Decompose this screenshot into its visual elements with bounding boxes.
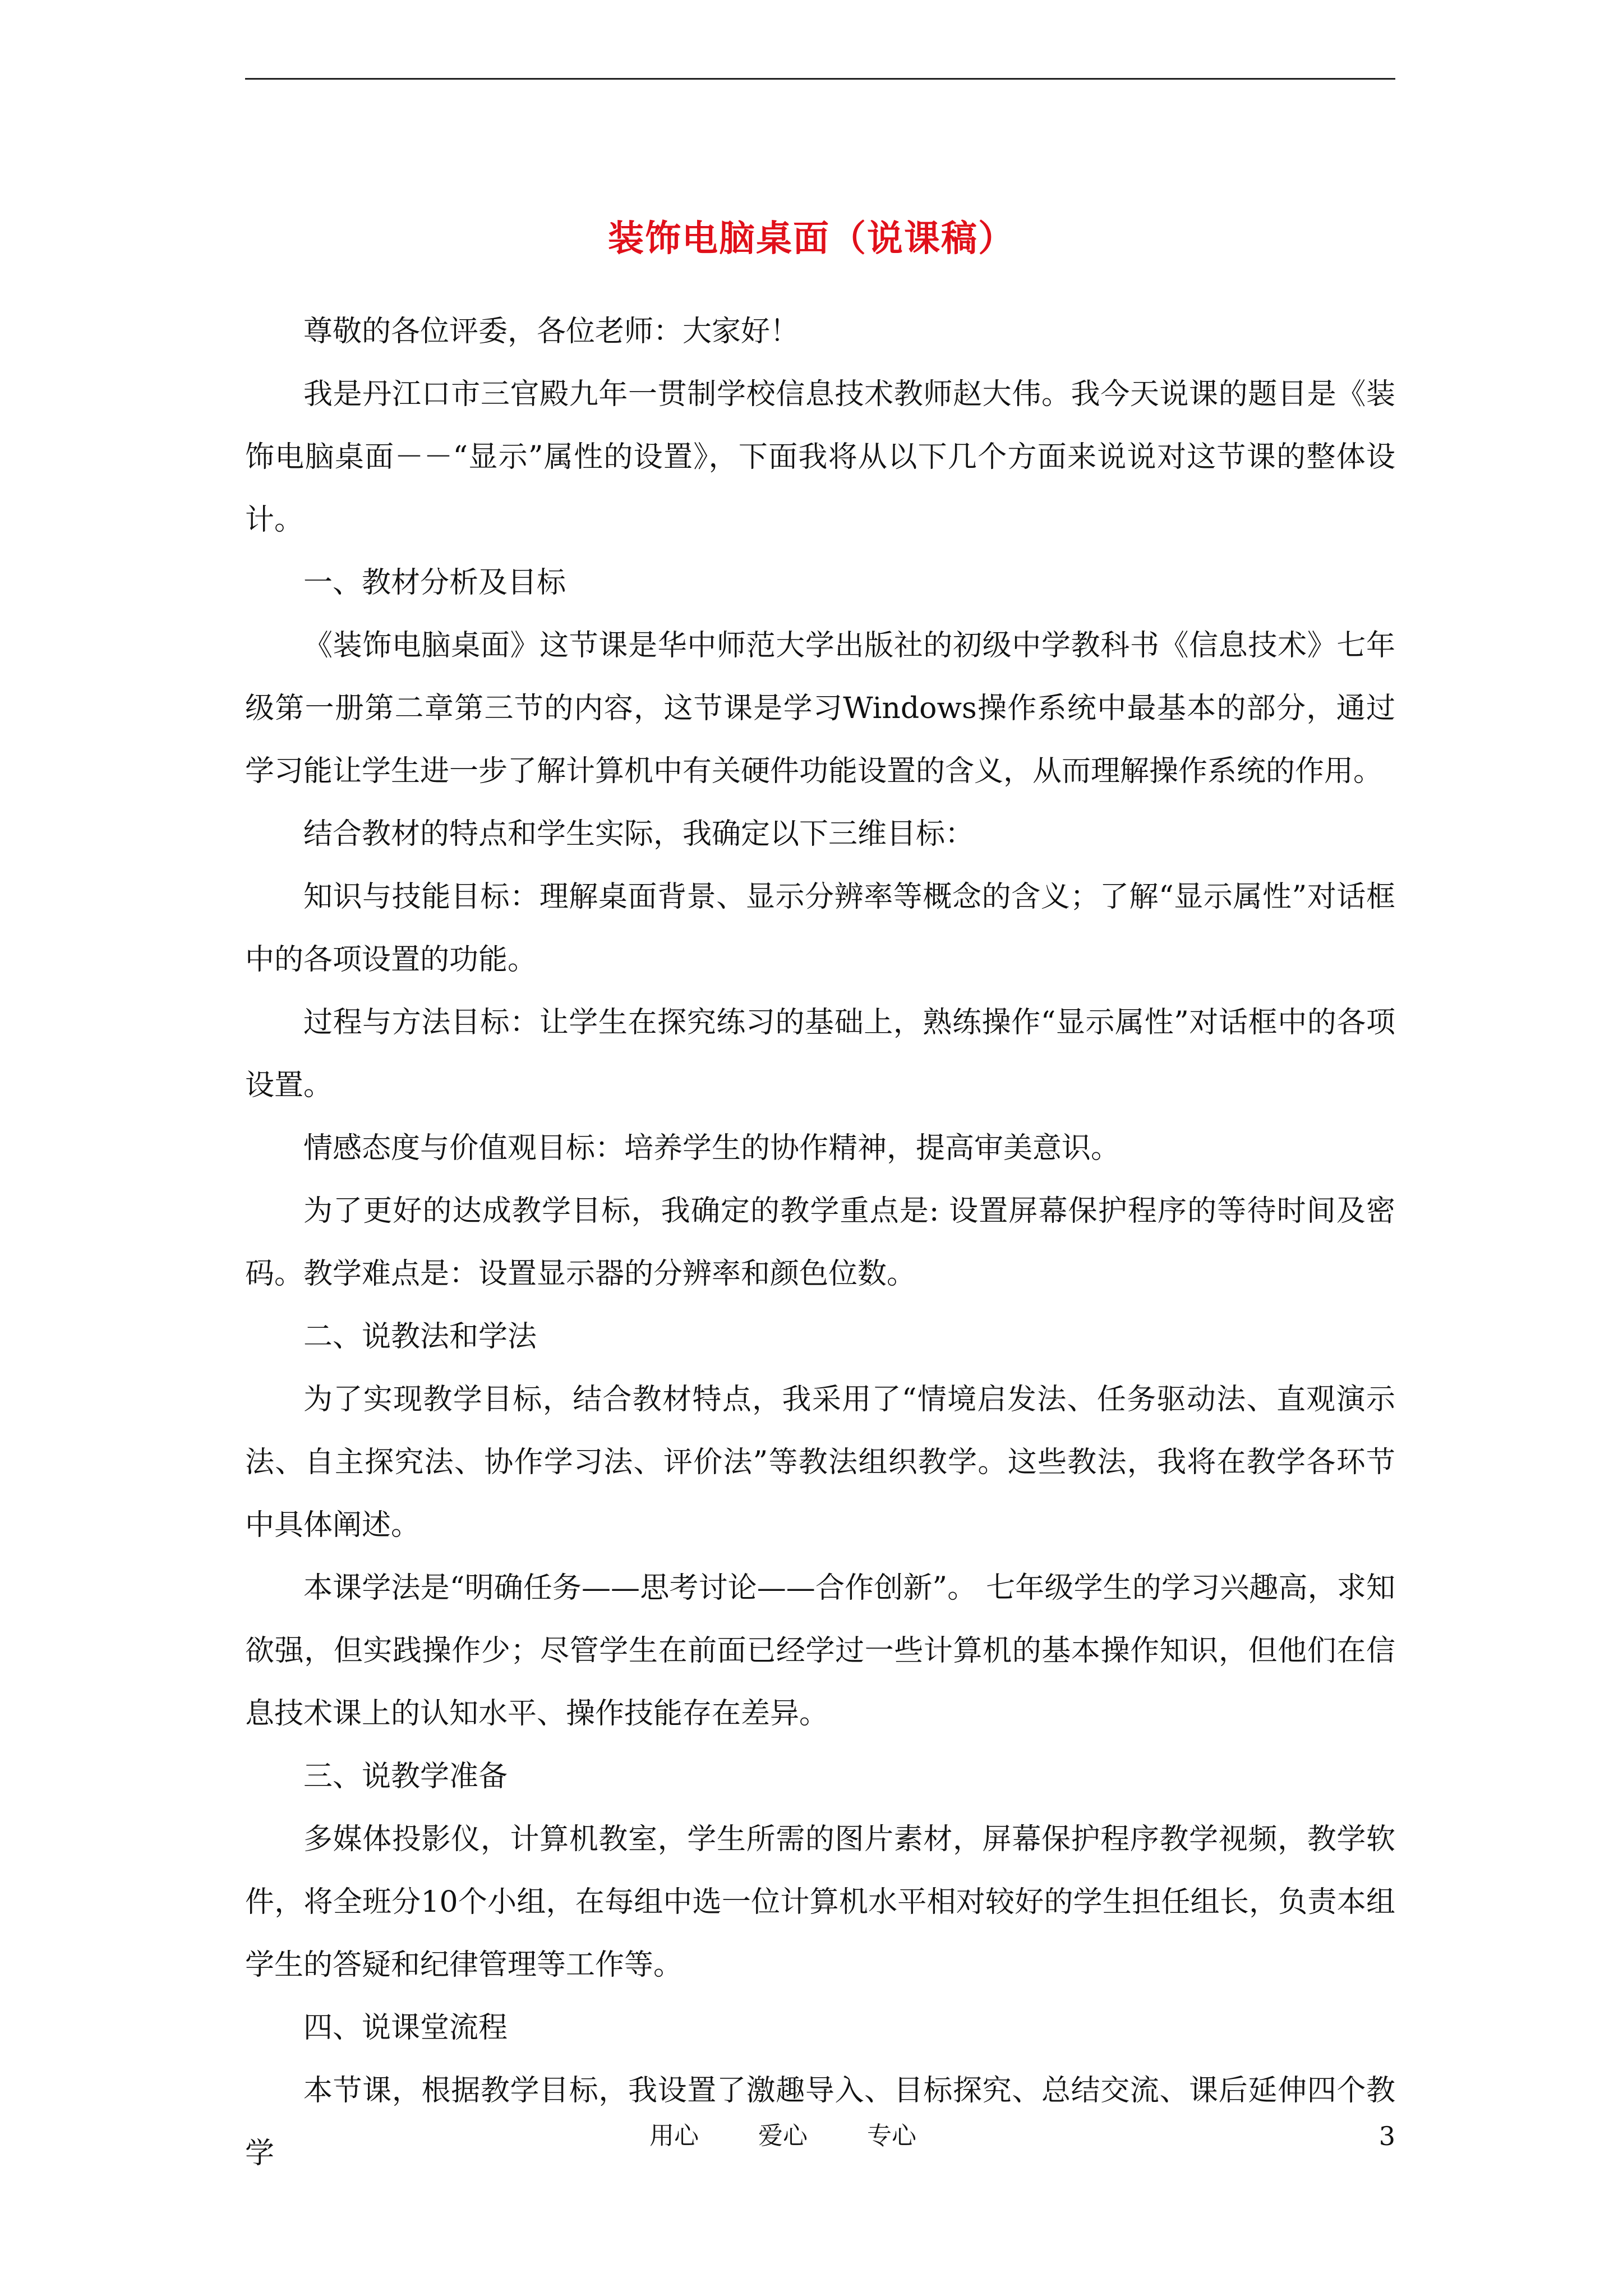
goal-emotion-paragraph: 情感态度与价值观目标：培养学生的协作精神，提高审美意识。 bbox=[303, 1131, 1121, 1165]
footer-motto: 用心 bbox=[649, 2122, 699, 2150]
section-heading-4: 四、说课堂流程 bbox=[303, 2011, 508, 2045]
section-heading-3: 三、说教学准备 bbox=[303, 1760, 508, 1793]
header-rule bbox=[245, 78, 1395, 80]
body-paragraph: 本节课，根据教学目标，我设置了激趣导入、目标探究、总结交流、课后延伸四个教学 bbox=[245, 2074, 1395, 2170]
footer-motto: 专心 bbox=[867, 2122, 916, 2150]
section-heading-2: 二、说教法和学法 bbox=[303, 1320, 537, 1354]
body-paragraph: 结合教材的特点和学生实际，我确定以下三维目标： bbox=[303, 817, 975, 851]
footer-motto: 爱心 bbox=[758, 2122, 808, 2150]
body-paragraph: 本课学法是“明确任务——思考讨论——合作创新”。 七年级学生的学习兴趣高，求知欲强，但实践操作少；尽管学生在前面已经学过一些计算机的基本操作知识，但他们在信息技术课上的认知水平、操作技能存在差异。 bbox=[245, 1571, 1395, 1731]
page-number: 3 bbox=[1378, 2121, 1395, 2151]
key-points-paragraph: 为了更好的达成教学目标，我确定的教学重点是: 设置屏幕保护程序的等待时间及密码。教学难点是：设置显示器的分辨率和颜色位数。 bbox=[245, 1194, 1395, 1291]
document-body bbox=[245, 300, 1395, 2185]
section-heading-1: 一、教材分析及目标 bbox=[303, 566, 566, 600]
footer-mottos bbox=[649, 2119, 916, 2153]
body-paragraph: 为了实现教学目标，结合教材特点，我采用了“情境启发法、任务驱动法、直观演示法、自主探究法、协作学习法、评价法”等教法组织教学。这些教法，我将在教学各环节中具体阐述。 bbox=[245, 1383, 1395, 1542]
intro-paragraph: 我是丹江口市三官殿九年一贯制学校信息技术教师赵大伟。我今天说课的题目是《装饰电脑桌面－－“显示”属性的设置》，下面我将从以下几个方面来说说对这节课的整体设计。 bbox=[245, 378, 1395, 537]
goal-knowledge-paragraph: 知识与技能目标：理解桌面背景、显示分辨率等概念的含义；了解“显示属性”对话框中的各项设置的功能。 bbox=[245, 880, 1395, 977]
greeting-paragraph: 尊敬的各位评委，各位老师：大家好！ bbox=[303, 315, 800, 348]
body-paragraph: 多媒体投影仪，计算机教室，学生所需的图片素材，屏幕保护程序教学视频，教学软件，将全班分10个小组，在每组中选一位计算机水平相对较好的学生担任组长，负责本组学生的答疑和纪律管理等工作等。 bbox=[245, 1823, 1395, 1982]
goal-process-paragraph: 过程与方法目标：让学生在探究练习的基础上，熟练操作“显示属性”对话框中的各项设置。 bbox=[245, 1006, 1395, 1102]
body-paragraph: 《装饰电脑桌面》这节课是华中师范大学出版社的初级中学教科书《信息技术》七年级第一册第二章第三节的内容，这节课是学习Windows操作系统中最基本的部分，通过学习能让学生进一步了解计算机中有关硬件功能设置的含义，从而理解操作系统的作用。 bbox=[245, 629, 1395, 788]
document-title: 装饰电脑桌面（说课稿） bbox=[608, 218, 1015, 260]
